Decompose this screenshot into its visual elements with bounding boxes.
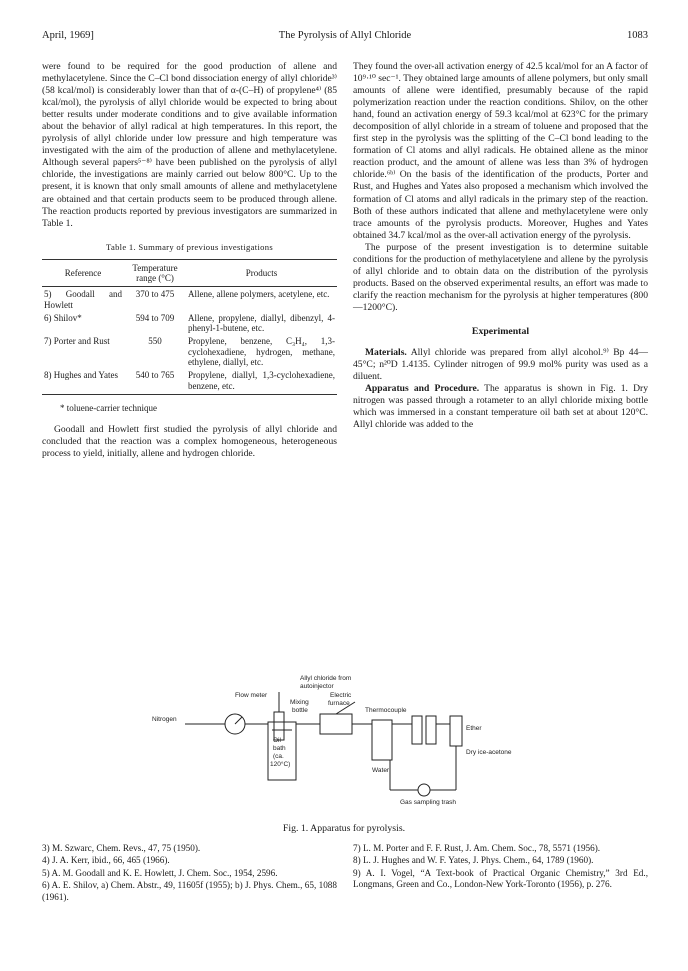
- label-bottle: bottle: [292, 707, 308, 714]
- label-oil: Oil: [273, 737, 281, 744]
- row-products: Allene, allene polymers, acetylene, etc.: [188, 289, 330, 300]
- page-number: 1083: [627, 30, 648, 41]
- right-column: [353, 61, 648, 431]
- table-row: [42, 287, 337, 311]
- column-header-products: Products: [186, 259, 337, 287]
- references-left: [42, 843, 337, 904]
- header-date: April, 1969]: [42, 30, 94, 41]
- figure-caption: Fig. 1. Apparatus for pyrolysis.: [282, 823, 406, 834]
- label-thermocouple: Thermocouple: [365, 707, 407, 714]
- row-reference: 5) Goodall and Howlett: [44, 289, 122, 310]
- apparatus-text: The apparatus is shown in Fig. 1. Dry nitrogen was passed through a rotameter to an allyl chloride mixing bottle which was immersed in a constant temperature oil bath set at about 120°C. Allyl chloride was added to the: [353, 383, 648, 431]
- row-temperature: 370 to 475: [135, 289, 175, 300]
- section-heading-experimental: Experimental: [471, 325, 530, 337]
- intro-paragraph: were found to be required for the good production of allene and methylacetylene. Since the C–Cl bond dissociation energy of allyl chloride³⁾ (58 kcal/mol) is considerably lower than that of α-(C–H) of propylene⁴⁾ (85 kcal/mol), the pyrolysis of allyl chloride would be expected to bring about better results under moderate conditions and to give available information about the behavior of allyl radical at high temperatures. In this report, the pyrolysis of allyl chloride under low pressure and high temperature was investigated with the aim of the production of allene and methylacetylene. Although several papers⁵⁻⁸⁾ have been published on the pyrolysis of allyl chloride, the investigations are mainly carried out below 800°C. Up to the present, it is known that only small amounts of allene and methylacetylene are obtained and that certain products seem to be produced through allene. The reaction products reported by previous investigators are summarized in Table 1.: [42, 61, 337, 229]
- row-reference: 6) Shilov*: [44, 312, 82, 323]
- gas-sampling-bulb: [418, 784, 430, 796]
- previous-investigations-table: [42, 259, 337, 395]
- header-title: The Pyrolysis of Allyl Chloride: [278, 30, 412, 41]
- label-flow-meter: Flow meter: [235, 692, 268, 699]
- label-electric: Electric: [330, 692, 352, 699]
- row-temperature: 540 to 765: [124, 368, 186, 394]
- running-header: [42, 30, 648, 46]
- label-mixing: Mixing: [290, 699, 309, 706]
- reference-item: 8) L. J. Hughes and W. F. Yates, J. Phys. Chem., 64, 1789 (1960).: [353, 855, 594, 866]
- materials-heading: Materials.: [365, 347, 407, 359]
- left-column: [42, 61, 337, 460]
- reference-item: 4) J. A. Kerr, ibid., 66, 465 (1966).: [42, 855, 170, 866]
- row-temperature: 594 to 709: [135, 312, 175, 323]
- purpose-paragraph: The purpose of the present investigation is to determine suitable conditions for the production of methylacetylene and allene by the pyrolysis of allyl chloride and to obtain data on the distribution of the pyrolysis products. Based on the observed experimental results, an effort was made to clarify the reaction mechanism for the pyrolysis at higher temperatures (800—1200°C).: [353, 241, 648, 313]
- label-ca: (ca.: [273, 753, 284, 760]
- water-trap: [372, 720, 392, 760]
- apparatus-heading: Apparatus and Procedure.: [365, 383, 480, 395]
- mixing-bottle: [274, 712, 284, 740]
- dry-ice-trap: [450, 716, 462, 746]
- electric-furnace: [320, 714, 352, 734]
- label-temp: 120°C): [270, 761, 291, 768]
- goodall-paragraph: Goodall and Howlett first studied the pyrolysis of allyl chloride and concluded that the reaction was a complex homogeneous, heterogeneous process to yield, initially, allene and hydrogen chloride.: [42, 424, 337, 460]
- findings-paragraph: They found the over-all activation energy of 42.5 kcal/mol for an A factor of 10⁹·¹⁰ sec⁻¹. They obtained large amounts of allene polymers, but only small amounts of allene were identified, presumably because of the rapid polymerization reaction under the reaction conditions. Shilov, on the other hand, found an activation energy of 59.3 kcal/mol at 623°C for the primary decomposition of allyl chloride in a stream of toluene and proposed that the first step in the pyrolysis was the splitting of the C–Cl bond leading to the formation of Cl atoms and allyl radicals. He obtained allene as the minor reaction product, and the amount of allene was less than 3% of hydrogen chloride.⁶ᵇ⁾ On the basis of the identification of the products, Porter and Rust, and Hughes and Yates also proposed a mechanism which involved the formation of Cl atoms and allyl radicals in the primary step of the reaction. Both of these authors indicated that allene and methylacetylene were only trace amounts of the pyrolysis products. Moreover, Hughes and Yates obtained 34.7 kcal/mol as the over-all activation energy of the pyrolysis.: [353, 61, 649, 241]
- row-products: Propylene, diallyl, 1,3-cyclohexadiene, benzene, etc.: [186, 368, 337, 394]
- reference-item: 3) M. Szwarc, Chem. Revs., 47, 75 (1950).: [42, 843, 201, 853]
- table-row: [42, 368, 337, 394]
- apparatus-paragraph: [353, 383, 648, 431]
- label-furnace: furnace: [328, 700, 350, 707]
- row-reference: 8) Hughes and Yates: [42, 368, 124, 394]
- reference-item: 5) A. M. Goodall and K. E. Howlett, J. Chem. Soc., 1954, 2596.: [42, 867, 278, 878]
- references-right: [353, 843, 648, 892]
- label-gas-sampling: Gas sampling trash: [400, 799, 456, 806]
- label-allyl-from: Allyl chloride from: [300, 675, 352, 682]
- table-row: [42, 334, 337, 368]
- apparatus-diagram: [150, 672, 550, 817]
- column-header-reference: Reference: [42, 259, 124, 287]
- column-header-temperature: Temperature range (°C): [124, 259, 186, 287]
- table-caption: Table 1. Summary of previous investigations: [106, 241, 273, 252]
- label-ether: Ether: [466, 725, 482, 732]
- label-dry-ice: Dry ice-acetone: [466, 749, 512, 756]
- reference-item: 7) L. M. Porter and F. F. Rust, J. Am. Chem. Soc., 78, 5571 (1956).: [353, 843, 601, 853]
- label-autoinjector: autoinjector: [300, 683, 334, 690]
- materials-paragraph: [353, 347, 648, 383]
- row-products: Propylene, benzene, C₃H₄, 1,3-cyclohexadiene, hydrogen, methane, ethylene, diallyl, etc.: [188, 336, 335, 368]
- reference-item: 9) A. I. Vogel, “A Text-book of Practical Organic Chemistry,” 3rd Ed., Longmans, Green and Co., London-New York-Toronto (1956), p. 276.: [353, 867, 648, 890]
- materials-text: Allyl chloride was prepared from allyl alcohol.⁹⁾ Bp 44—45°C; n²⁰D 1.4135. Cylinder nitrogen of 99.9 mol% purity was used as a diluent.: [353, 347, 648, 383]
- table-footnote: * toluene-carrier technique: [60, 402, 157, 413]
- ether-trap: [412, 716, 422, 744]
- row-products: Allene, propylene, diallyl, dibenzyl, 4-phenyl-1-butene, etc.: [188, 312, 335, 334]
- table-row: [42, 311, 337, 335]
- row-temperature: 550: [148, 336, 162, 347]
- reference-item: 6) A. E. Shilov, a) Chem. Abstr., 49, 11605f (1955); b) J. Phys. Chem., 65, 1088 (1961).: [42, 879, 337, 902]
- label-water: Water: [372, 767, 390, 774]
- row-reference: 7) Porter and Rust: [44, 336, 110, 347]
- label-nitrogen: Nitrogen: [152, 716, 177, 723]
- label-bath: bath: [273, 745, 286, 752]
